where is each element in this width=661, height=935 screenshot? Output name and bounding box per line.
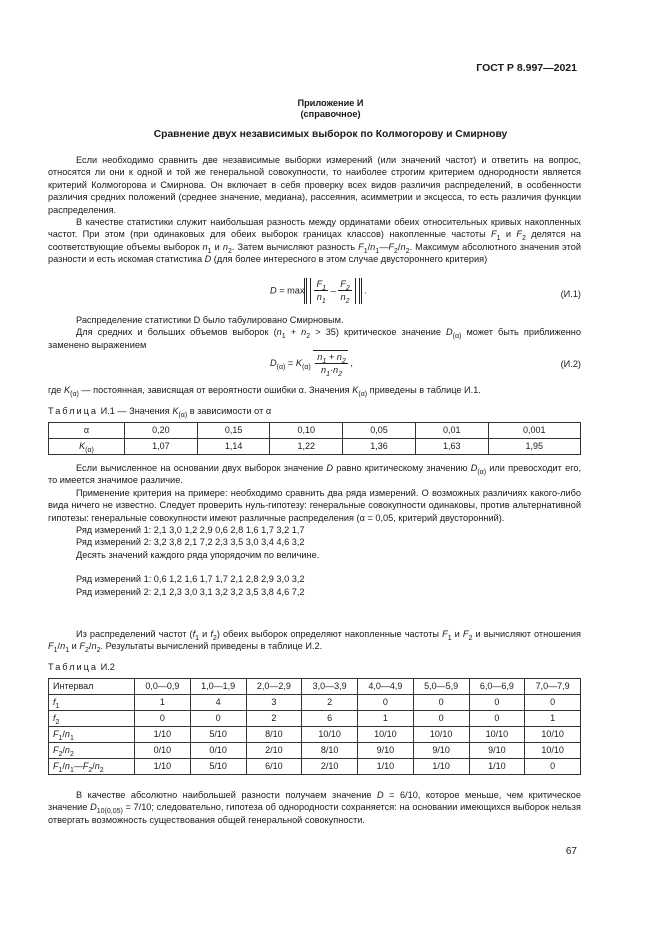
sorted-series-1: Ряд измерений 1: 0,6 1,2 1,6 1,7 1,7 2,1 2,8 2,9 3,0 3,2	[76, 574, 305, 585]
table2-header-cell: 2,0—2,9	[246, 679, 302, 695]
paragraph-approx: Для средних и больших объемов выборок $(n_1 + n_2 > 35)$ критическое значение $D_{(\alpha)}$ может быть приближенно заменено выражением	[48, 327, 581, 350]
table2-cell: 0	[525, 759, 581, 775]
table1-cell: 0,10	[270, 423, 343, 439]
sorted-series-2: Ряд измерений 2: 2,1 2,3 3,0 3,1 3,2 3,2 3,5 3,8 4,6 7,2	[76, 586, 305, 597]
table2-cell: 1/10	[135, 759, 191, 775]
table-cumulative	[48, 678, 581, 775]
table2-cell: 10/10	[525, 743, 581, 759]
table2-cell: 2	[302, 695, 358, 711]
appendix-subtitle: (справочное)	[300, 109, 361, 119]
table2-row-label: $F_1/n_1$	[49, 727, 135, 743]
table2-row-label: $F_2/n_2$	[49, 743, 135, 759]
page-number: 67	[565, 846, 577, 857]
table2-cell: 0	[469, 695, 525, 711]
table2-header-cell: 1,0—1,9	[190, 679, 246, 695]
table2-cell: 10/10	[358, 727, 414, 743]
table1-cell: 0,15	[197, 423, 270, 439]
table2-caption: Таблица И.2	[48, 662, 115, 672]
table2-header-cell: 3,0—3,9	[302, 679, 358, 695]
body-block-2	[48, 314, 581, 351]
table2-header-cell: 4,0—4,9	[358, 679, 414, 695]
table2-cell: 10/10	[525, 727, 581, 743]
table2-header-cell: 0,0—0,9	[135, 679, 191, 695]
table2-header-cell: 5,0—5,9	[413, 679, 469, 695]
table1-cell: 1,14	[197, 439, 270, 455]
table2-cell: 1	[358, 711, 414, 727]
table2-cell: 10/10	[413, 727, 469, 743]
table2-cell: 8/10	[246, 727, 302, 743]
table2-cell: 6/10	[246, 759, 302, 775]
table2-cell: 9/10	[469, 743, 525, 759]
table2-row-f2	[49, 711, 581, 727]
table2-cell: 1/10	[413, 759, 469, 775]
table2-cell: 0	[190, 711, 246, 727]
paragraph-smirnov: Распределение статистики D было табулировано Смирновым.	[76, 315, 344, 325]
paragraph-intro: Если необходимо сравнить две независимые выборки измерений (или значений частот) и ответить на вопрос, относятся ли они к одной и той же генеральной совокупности, то наиболее строгим критерием однородности является критерий Колмогорова и Смирнова. Он включает в себя проверку всех видов различия распределений, в особенности различия средних положений (среднее значение, медиана), рассеяния, асимметрии и эксцесса, то есть различия функции распределения.	[48, 155, 581, 215]
table1-cell: 1,07	[125, 439, 198, 455]
table2-cell: 0	[135, 711, 191, 727]
formula-1-number: (И.1)	[560, 289, 581, 299]
table2-cell: 6	[302, 711, 358, 727]
formula-1: D = max $\frac{F_1}{n_1}$ – $\frac{F_2}{n_2}$ . (И.1)	[270, 279, 581, 306]
table1-cell: 0,20	[125, 423, 198, 439]
table2-cell: 0	[525, 695, 581, 711]
table2-header-cell: 7,0—7,9	[525, 679, 581, 695]
table2-cell: 8/10	[302, 743, 358, 759]
table1-cell: 1,22	[270, 439, 343, 455]
table1-cell: 0,01	[415, 423, 488, 439]
series-1: Ряд измерений 1: 2,1 3,0 1,2 2,9 0,6 2,8 1,6 1,7 3,2 1,7	[76, 525, 305, 536]
table2-row-F1n1	[49, 727, 581, 743]
table1-k-label: $K_{(\alpha)}$	[49, 439, 125, 455]
table2-row-f1	[49, 695, 581, 711]
table2-cell: 5/10	[190, 759, 246, 775]
table2-cell: 1	[135, 695, 191, 711]
table2-cell: 0/10	[190, 743, 246, 759]
table2-cell: 9/10	[413, 743, 469, 759]
series-2: Ряд измерений 2: 3,2 3,8 2,1 7,2 2,3 3,5 3,0 3,4 4,6 3,2	[76, 537, 305, 548]
paragraph-example: Применение критерия на примере: необходимо сравнить два ряда измерений. О возможных различиях какого-либо вида ничего не известно. Следует проверить нуль-гипотезу: генеральные совокупности одинаковы, против альтернативной гипотезы: генеральные совокупности имеют различные распределения (α = 0,05, критерий двусторонний).	[48, 487, 581, 523]
table2-cell: 1/10	[469, 759, 525, 775]
table1-row-k	[49, 439, 581, 455]
paragraph-significance: Если вычисленное на основании двух выборок значение D равно критическому значению $D_{(\alpha)}$ или превосходит его, то имеется значимое различие.	[48, 463, 581, 486]
table2-cell: 0/10	[135, 743, 191, 759]
table2-cell: 2/10	[302, 759, 358, 775]
table2-header-row	[49, 679, 581, 695]
table2-cell: 1/10	[135, 727, 191, 743]
appendix-title: Приложение И	[297, 98, 364, 108]
table2-cell: 0	[413, 711, 469, 727]
sort-instruction: Десять значений каждого ряда упорядочим по величине.	[76, 549, 320, 560]
formula-2: $D_{(\alpha)} = K_{(\alpha)}$ $\frac{n_1 + n_2}{n_1\cdot n_2}$ , (И.2)	[270, 352, 581, 379]
table2-row-F2n2	[49, 743, 581, 759]
section-title: Сравнение двух независимых выборок по Колмогорову и Смирнову	[153, 129, 508, 140]
table2-header-cell: 6,0—6,9	[469, 679, 525, 695]
table2-cell: 4	[190, 695, 246, 711]
document-id: ГОСТ Р 8.997—2021	[476, 62, 577, 74]
table-k-values	[48, 422, 581, 455]
body-block-4	[48, 462, 581, 598]
body-block-1	[48, 154, 581, 266]
table2-cell: 5/10	[190, 727, 246, 743]
table2-cell: 9/10	[358, 743, 414, 759]
table2-row-diff	[49, 759, 581, 775]
paragraph-conclusion: В качестве абсолютно наибольшей разности получаем значение D = 6/10, которое меньше, чем критическое значение $D_{10(0,05)} = 7/10$; следовательно, гипотеза об однородности сохраняется: на основании имеющихся выборок нельзя отвергать возможность существования общей генеральной совокупности.	[48, 790, 581, 825]
table2-cell: 2	[246, 711, 302, 727]
table2-row-label: $F_1/n_1—F_2/n_2$	[49, 759, 135, 775]
paragraph-k-constant: где $K_{(\alpha)}$ — постоянная, зависящая от вероятности ошибки α. Значения $K_{(\alpha)}$ приведены в таблице И.1.	[48, 385, 481, 398]
table1-row-alpha	[49, 423, 581, 439]
table1-cell: 0,05	[343, 423, 416, 439]
table1-caption: Таблица И.1 — Значения $K_{(\alpha)}$ в зависимости от α	[48, 406, 272, 419]
body-block-3	[48, 384, 581, 396]
table1-alpha-label: α	[49, 423, 125, 439]
table2-cell: 2/10	[246, 743, 302, 759]
table2-cell: 10/10	[469, 727, 525, 743]
table2-row-label: $f_2$	[49, 711, 135, 727]
body-block-6	[48, 789, 581, 826]
body-block-5	[48, 628, 581, 653]
table2-header-label: Интервал	[49, 679, 135, 695]
table2-cell: 10/10	[302, 727, 358, 743]
paragraph-cumulative: Из распределений частот ($f_1$ и $f_2$) обеих выборок определяют накопленные частоты $F_1$ и $F_2$ и вычисляют отношения $F_1/n_1$ и $F_2/n_2$. Результаты вычислений приведены в таблице И.2.	[48, 629, 581, 655]
table2-cell: 0	[413, 695, 469, 711]
table2-row-label: $f_1$	[49, 695, 135, 711]
table1-cell: 1,95	[488, 439, 580, 455]
table1-cell: 1,36	[343, 439, 416, 455]
table2-cell: 1	[525, 711, 581, 727]
table1-cell: 0,001	[488, 423, 580, 439]
paragraph-statistic: В качестве статистики служит наибольшая разность между ординатами обеих относительных кривых накопленных частот. При этом (при одинаковых для обеих выборок границах классов) накопленные частоты $F_1$ и $F_2$ делятся на соответствующие объемы выборок $n_1$ и $n_2$. Затем вычисляют разность $F_1/n_1—F_2/n_2$. Максимум абсолютного значения этой разности и есть искомая статистика D (для более интересного в этом случае двустороннего критерия)	[48, 217, 581, 265]
table1-cell: 1,63	[415, 439, 488, 455]
table2-cell: 1/10	[358, 759, 414, 775]
table2-cell: 0	[358, 695, 414, 711]
table2-cell: 0	[469, 711, 525, 727]
formula-2-number: (И.2)	[560, 359, 581, 369]
table2-cell: 3	[246, 695, 302, 711]
